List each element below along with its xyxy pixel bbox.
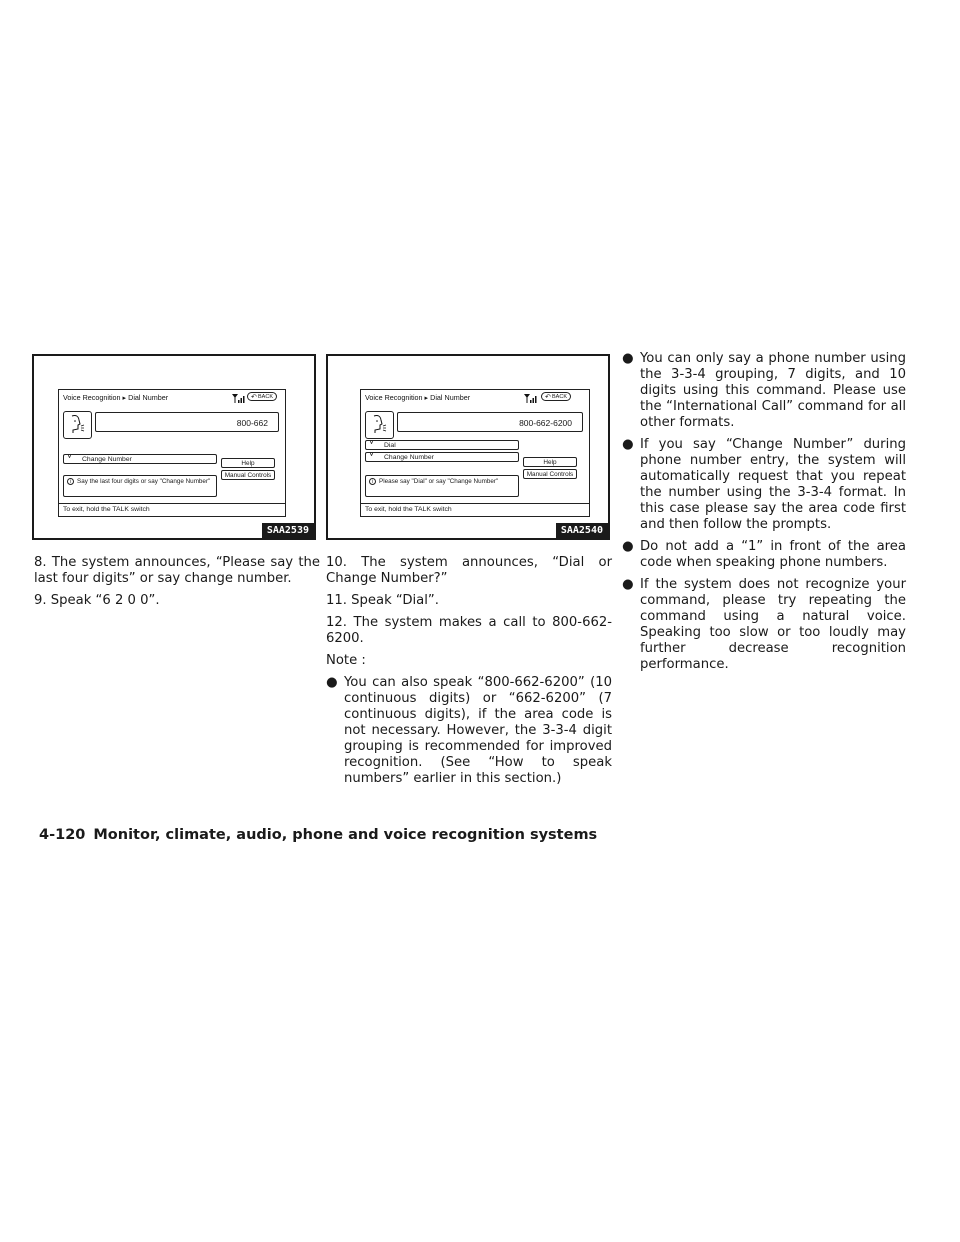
- figure-dial-number-step10: [326, 354, 610, 540]
- step-11: 11. Speak “Dial”.: [326, 593, 439, 608]
- page-number: 4-120: [39, 827, 86, 843]
- display-screen: [58, 389, 286, 517]
- column-1: [34, 555, 320, 615]
- voice-command-icon: ⱽ: [370, 441, 374, 448]
- step-9: 9. Speak “6 2 0 0”.: [34, 593, 160, 608]
- step-12: 12. The system makes a call to 800-662-6200.: [326, 615, 612, 646]
- list-item: ● If you say “Change Number” during phone number entry, the system will automatically request that you repeat the number using the 3-3-4 format. In this case please say the area code first and then follow the prompts.: [622, 437, 906, 532]
- help-button[interactable]: Help: [221, 458, 275, 468]
- change-number-button[interactable]: ⱽ Change Number: [63, 454, 217, 464]
- voice-command-icon: ⱽ: [370, 453, 374, 460]
- change-number-button[interactable]: ⱽ Change Number: [365, 452, 519, 462]
- figure-label: SAA2540: [556, 523, 608, 538]
- dial-button[interactable]: ⱽ Dial: [365, 440, 519, 450]
- figure-dial-number-step8: [32, 354, 316, 540]
- back-button[interactable]: ↶ BACK: [541, 392, 571, 401]
- phone-number-field: 800-662-6200: [397, 412, 583, 432]
- display-screen: [360, 389, 590, 517]
- bullet-icon: ●: [622, 539, 634, 554]
- info-icon: i: [369, 478, 376, 485]
- manual-controls-button[interactable]: Manual Controls: [221, 470, 275, 480]
- signal-strength-icon: [524, 393, 538, 403]
- bullet-icon: ●: [326, 675, 338, 690]
- info-icon: i: [67, 478, 74, 485]
- column-2: [326, 555, 612, 793]
- phone-number-field: 800-662: [95, 412, 279, 432]
- list-item: ● Do not add a “1” in front of the area code when speaking phone numbers.: [622, 539, 906, 570]
- exit-hint: To exit, hold the TALK switch: [361, 503, 589, 516]
- signal-strength-icon: [232, 393, 246, 403]
- screen-title: Voice Recognition ▸ Dial Number: [365, 393, 471, 402]
- exit-hint: To exit, hold the TALK switch: [59, 503, 285, 516]
- bullet-icon: ●: [622, 577, 634, 592]
- back-button[interactable]: ↶ BACK: [247, 392, 277, 401]
- bullet-icon: ●: [622, 351, 634, 366]
- help-button[interactable]: Help: [523, 457, 577, 467]
- back-arrow-icon: ↶: [545, 394, 551, 401]
- speaking-head-icon: [63, 411, 92, 439]
- section-title: Monitor, climate, audio, phone and voice recognition systems: [93, 827, 598, 843]
- prompt-message: i Please say "Dial" or say "Change Number": [365, 475, 519, 497]
- page-footer: [39, 827, 597, 843]
- list-item: ● You can only say a phone number using the 3-3-4 grouping, 7 digits, and 10 digits using this command. Please use the “International Call” command for all other formats.: [622, 351, 906, 430]
- note-bullet: ● You can also speak “800-662-6200” (10 continuous digits) or “662-6200” (7 continuous digits), if the area code is not necessary. However, the 3-3-4 digit grouping is recommended for improved recognition. (See “How to speak numbers” earlier in this section.): [326, 675, 612, 786]
- bullet-icon: ●: [622, 437, 634, 452]
- figure-label: SAA2539: [262, 523, 314, 538]
- screen-title: Voice Recognition ▸ Dial Number: [63, 393, 169, 402]
- back-arrow-icon: ↶: [251, 394, 257, 401]
- list-item: ● If the system does not recognize your command, please try repeating the command using a natural voice. Speaking too slow or too loudly may further decrease recognition performance.: [622, 577, 906, 672]
- step-8: 8. The system announces, “Please say the last four digits” or say change number.: [34, 555, 320, 586]
- voice-command-icon: ⱽ: [68, 455, 72, 462]
- manual-controls-button[interactable]: Manual Controls: [523, 469, 577, 479]
- prompt-message: i Say the last four digits or say "Change Number": [63, 475, 217, 497]
- column-3: [622, 351, 906, 679]
- note-label: Note :: [326, 653, 366, 668]
- step-10: 10. The system announces, “Dial or Change Number?”: [326, 555, 612, 586]
- speaking-head-icon: [365, 411, 394, 439]
